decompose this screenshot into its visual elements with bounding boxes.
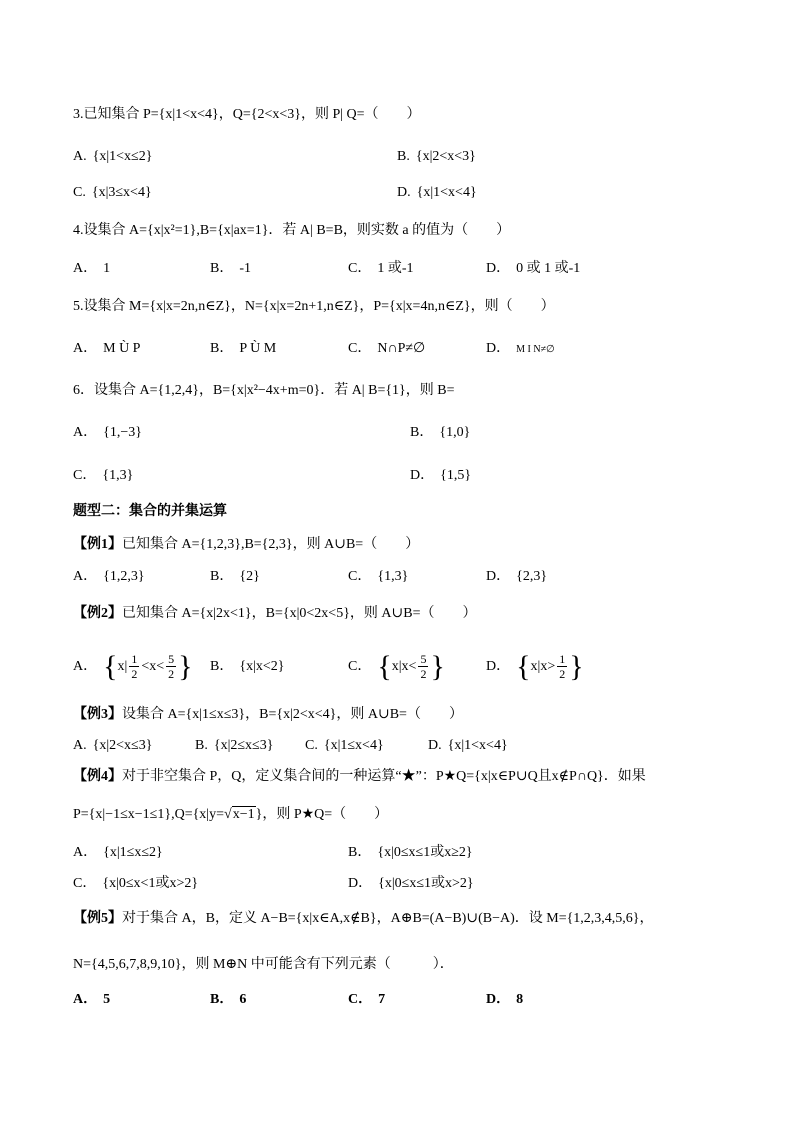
option-label: C．	[73, 468, 97, 483]
option-label: A．	[73, 341, 98, 356]
option-text: {2,3}	[516, 569, 548, 584]
ex2-stem	[73, 604, 476, 624]
ex5-stem	[73, 909, 654, 929]
q6-option-b	[410, 423, 470, 443]
ex1-option-a	[73, 567, 145, 587]
option-text: 8	[516, 992, 524, 1007]
option-label: C．	[348, 992, 373, 1007]
option-label: D.	[397, 185, 411, 200]
option-label: D．	[486, 261, 511, 276]
option-text: {x|1<x≤2}	[92, 149, 153, 164]
option-label: D．	[486, 341, 511, 356]
option-text: {x|2≤x≤3}	[213, 738, 274, 753]
set-prefix: x|	[117, 659, 128, 674]
option-label: B．	[210, 992, 234, 1007]
ex3-option-d	[428, 736, 508, 756]
option-label: A.	[73, 149, 87, 164]
q6-stem: 6．设集合 A={1,2,4}，B={x|x²−4x+m=0}．若 A| B={1}，则 B=	[73, 383, 455, 398]
denominator: 2	[168, 667, 175, 682]
ex4-option-a	[73, 843, 163, 863]
option-text: 0 或 1 或-1	[516, 261, 581, 276]
q3-stem: 3.已知集合 P={x|1<x<4}，Q={2<x<3}，则 P| Q=（ ）	[73, 107, 421, 122]
q5-stem: 5.设集合 M={x|x=2n,n∈Z}，N={x|x=2n+1,n∈Z}，P={x|x=4n,n∈Z}，则（ ）	[73, 299, 555, 314]
q4-option-a	[73, 259, 110, 279]
q3-option-d	[397, 183, 477, 203]
ex4-stem-line2	[73, 805, 388, 825]
close-brace: }	[569, 649, 584, 683]
q6-option-d	[410, 466, 471, 486]
option-text: 5	[103, 992, 111, 1007]
option-label: B．	[210, 341, 234, 356]
example-tag: 【例1】	[73, 537, 122, 552]
option-label: C．	[73, 876, 97, 891]
example-tag: 【例5】	[73, 911, 122, 926]
q6-option-a	[73, 423, 142, 443]
section-heading: 题型二：集合的并集运算	[73, 504, 227, 519]
example-text: 设集合 A={x|1≤x≤3}，B={x|2<x<4}，则 A∪B=（ ）	[122, 707, 463, 722]
q4-stem: 4.设集合 A={x|x²=1},B={x|ax=1}．若 A| B=B，则实数 a 的值为（ ）	[73, 223, 511, 238]
ex3-option-a	[73, 736, 152, 756]
open-brace: {	[377, 649, 392, 683]
option-text: {x|2<x<3}	[415, 149, 476, 164]
option-label: A．	[73, 569, 98, 584]
example-tag: 【例4】	[73, 769, 122, 784]
ex5-option-b	[210, 990, 246, 1010]
q5-option-d	[486, 339, 555, 360]
option-label: C．	[348, 261, 372, 276]
option-text: {x|1<x<4}	[447, 738, 508, 753]
option-label: D．	[486, 659, 511, 674]
option-text: -1	[239, 261, 252, 276]
open-brace: {	[103, 649, 118, 683]
option-text: {1,3}	[102, 468, 134, 483]
numerator: 5	[420, 652, 427, 667]
set-middle: <x<	[141, 659, 165, 674]
ex2-option-d	[486, 647, 584, 687]
sqrt-radicand: x−1	[232, 807, 255, 822]
example-text: 对于非空集合 P，Q，定义集合间的一种运算“★”：P★Q={x|x∈P∪Q且x∉P∩Q}．如果	[122, 769, 646, 784]
example-tag: 【例3】	[73, 707, 122, 722]
option-text: M I N≠∅	[516, 344, 555, 355]
option-label: C．	[348, 341, 372, 356]
option-text: {x|1≤x≤2}	[103, 845, 163, 860]
option-label: A．	[73, 659, 98, 674]
ex2-option-c	[348, 647, 445, 687]
option-text: 6	[239, 992, 247, 1007]
ex2-option-b	[210, 647, 284, 687]
ex3-option-c	[305, 736, 384, 756]
q4-option-c	[348, 259, 414, 279]
q5-option-b	[210, 339, 276, 359]
denominator: 2	[420, 667, 427, 682]
ex1-option-c	[348, 567, 408, 587]
option-text: {1,−3}	[103, 425, 142, 440]
option-text: 1	[103, 261, 111, 276]
option-label: A．	[73, 845, 98, 860]
q4-option-b	[210, 259, 251, 279]
option-text: {x|0≤x≤1或x≥2}	[377, 845, 473, 860]
option-text: {1,2,3}	[103, 569, 145, 584]
ex3-option-b	[195, 736, 273, 756]
ex5-option-c	[348, 990, 385, 1010]
set-prefix: x|x>	[530, 659, 556, 674]
ex5-option-d	[486, 990, 523, 1010]
definition-text: P={x|−1≤x−1≤1},Q={x|y=	[73, 807, 225, 822]
ex4-option-d	[348, 874, 474, 894]
option-label: B．	[410, 425, 434, 440]
open-brace: {	[516, 649, 531, 683]
option-text: {x|3≤x<4}	[91, 185, 152, 200]
ex4-stem	[73, 767, 646, 787]
option-text: {x|0≤x<1或x>2}	[102, 876, 199, 891]
numerator: 5	[168, 652, 175, 667]
option-text: {1,3}	[377, 569, 409, 584]
option-text: {x|2<x≤3}	[92, 738, 153, 753]
option-text: N∩P≠∅	[377, 341, 426, 356]
option-label: B．	[210, 569, 234, 584]
option-label: C.	[73, 185, 86, 200]
option-label: D．	[486, 992, 511, 1007]
ex4-option-b	[348, 843, 473, 863]
option-label: C．	[348, 569, 372, 584]
option-label: A．	[73, 992, 98, 1007]
option-text: {2}	[239, 569, 260, 584]
example-text: 对于集合 A，B，定义 A−B={x|x∈A,x∉B}，A⊕B=(A−B)∪(B−A)．设 M={1,2,3,4,5,6}，	[122, 911, 654, 926]
q3-option-b	[397, 147, 476, 167]
fraction	[129, 652, 139, 681]
denominator: 2	[559, 667, 566, 682]
option-text: 1 或-1	[377, 261, 414, 276]
q4-option-d	[486, 259, 580, 279]
ex1-option-d	[486, 567, 547, 587]
ex4-option-c	[73, 874, 198, 894]
option-label: C.	[305, 738, 318, 753]
ex5-option-a	[73, 990, 110, 1010]
option-text: {x|0≤x≤1或x>2}	[378, 876, 474, 891]
option-label: D．	[348, 876, 373, 891]
fraction	[166, 652, 176, 681]
fraction	[418, 652, 428, 681]
option-label: C．	[348, 659, 372, 674]
option-label: D．	[486, 569, 511, 584]
fraction	[557, 652, 567, 681]
option-label: B．	[210, 261, 234, 276]
ex1-stem	[73, 535, 419, 555]
option-text: {1,0}	[439, 425, 471, 440]
option-text: 7	[378, 992, 386, 1007]
close-brace: }	[430, 649, 445, 683]
ex1-option-b	[210, 567, 260, 587]
option-text: {x|1≤x<4}	[323, 738, 384, 753]
set-prefix: x|x<	[391, 659, 417, 674]
q5-option-a	[73, 339, 140, 359]
option-label: D.	[428, 738, 442, 753]
option-label: A．	[73, 425, 98, 440]
q3-option-c	[73, 183, 152, 203]
close-brace: }	[178, 649, 193, 683]
numerator: 1	[131, 652, 138, 667]
ex5-stem-line2: N={4,5,6,7,8,9,10}，则 M⊕N 中可能含有下列元素（ ）．	[73, 957, 454, 972]
sqrt-sign: √	[224, 807, 232, 822]
example-text: 已知集合 A={1,2,3},B={2,3}，则 A∪B=（ ）	[122, 537, 420, 552]
numerator: 1	[559, 652, 566, 667]
denominator: 2	[131, 667, 138, 682]
option-text: P Ù M	[239, 341, 277, 356]
option-text: {x|1<x<4}	[416, 185, 477, 200]
ex3-stem	[73, 705, 463, 725]
example-text: 已知集合 A={x|2x<1}，B={x|0<2x<5}，则 A∪B=（ ）	[122, 606, 477, 621]
example-tag: 【例2】	[73, 606, 122, 621]
option-label: A．	[73, 261, 98, 276]
option-text: M Ù P	[103, 341, 141, 356]
q3-option-a	[73, 147, 152, 167]
question-text: }，则 P★Q=（ ）	[255, 807, 389, 822]
option-label: B.	[397, 149, 410, 164]
option-label: B.	[195, 738, 208, 753]
option-label: B．	[210, 659, 234, 674]
option-text: {1,5}	[440, 468, 472, 483]
option-label: D．	[410, 468, 435, 483]
ex2-option-a	[73, 647, 193, 687]
option-label: A.	[73, 738, 87, 753]
option-label: B．	[348, 845, 372, 860]
q6-option-c	[73, 466, 133, 486]
q5-option-c	[348, 339, 425, 359]
option-text: {x|x<2}	[239, 659, 285, 674]
